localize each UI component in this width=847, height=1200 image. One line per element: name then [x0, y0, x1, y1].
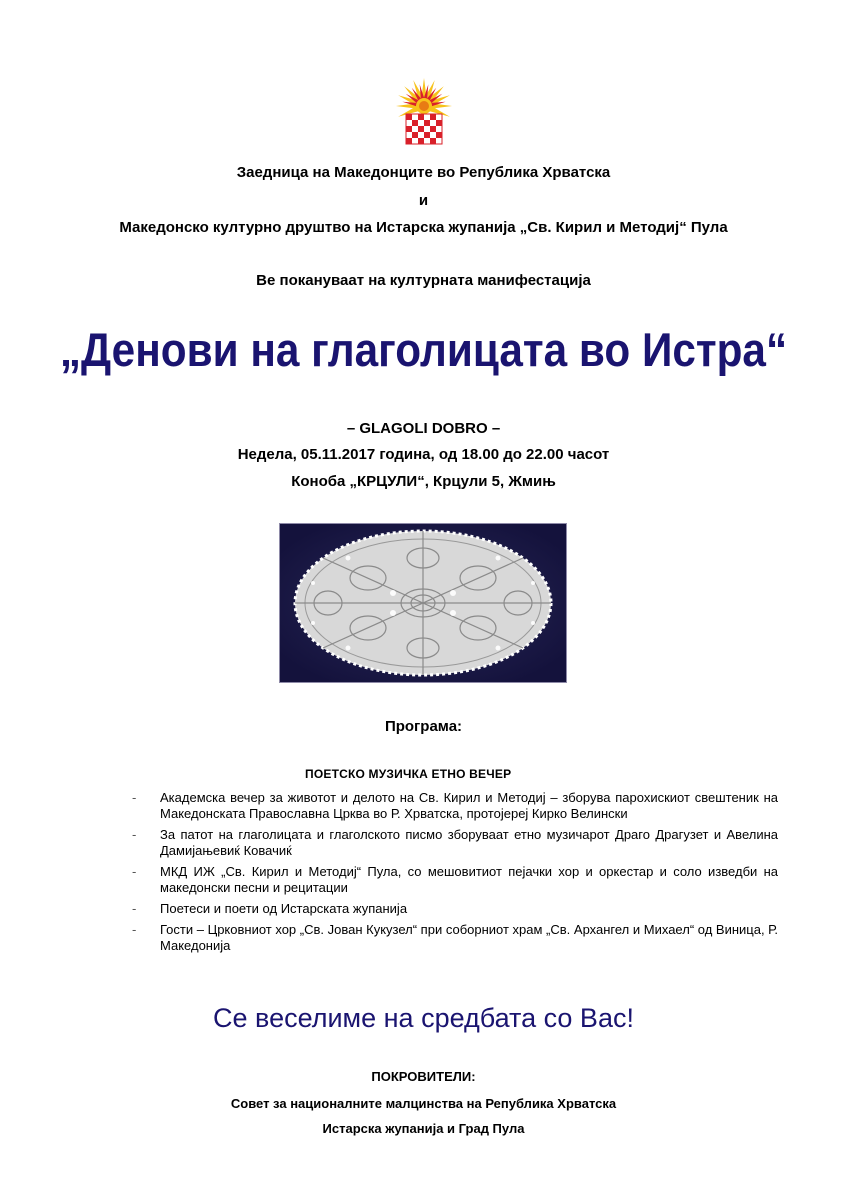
bullet: - [132, 901, 137, 916]
macedonian-croatian-emblem-icon [389, 76, 459, 146]
program-title: Програма: [384, 718, 463, 735]
invitation-text: Ве покануваат на културната манифестација [256, 272, 591, 289]
sponsor-line-1: Совет за националните малцинства на Република Хрватска [230, 1096, 617, 1111]
program-item-text: Гости – Црковниот хор „Св. Јован Кукузел“ при соборниот храм „Св. Архангел и Михаел“ од Виница, Р. Македонија [160, 922, 778, 953]
program-section-title: ПОЕТСКО МУЗИЧКА ЕТНО ВЕЧЕР [305, 767, 512, 781]
event-subtitle: – GLAGOLI DOBRO – [346, 420, 501, 437]
sponsors-title: ПОКРОВИТЕЛИ: [371, 1069, 476, 1084]
list-item [128, 901, 778, 917]
list-item [128, 922, 778, 954]
bullet: - [132, 827, 137, 842]
organization-2: Македонско културно друштво на Истарска жупанија „Св. Кирил и Методиј“ Пула [119, 219, 728, 236]
program-item-text: МКД ИЖ „Св. Кирил и Методиј“ Пула, со мешовитиот пејачки хор и оркестар и соло изведби на македонски песни и рецитации [160, 864, 778, 895]
bullet: - [132, 922, 137, 937]
program-list [128, 790, 778, 959]
program-item-text: Поетеси и поети од Истарската жупанија [160, 901, 408, 916]
list-item [128, 827, 778, 859]
list-item [128, 864, 778, 896]
sponsor-line-2: Истарска жупанија и Град Пула [322, 1121, 525, 1136]
program-item-text: Академска вечер за животот и делото на Св. Кирил и Методиј – зборува парохискиот свештеник на Македонската Православна Црква во Р. Хрватска, протојереј Кирко Велински [160, 790, 778, 821]
event-venue: Конобa „КРЦУЛИ“, Крцули 5, Жмињ [291, 473, 556, 490]
conjunction: и [418, 192, 429, 209]
event-datetime: Недела, 05.11.2017 година, од 18.00 до 22.00 часот [237, 446, 610, 463]
lace-doily-image [279, 523, 567, 683]
list-item [128, 790, 778, 822]
event-title: „Денови на глаголицата во Истра“ [59, 323, 788, 376]
organization-1: Заедница на Македонците во Република Хрватска [236, 164, 611, 181]
program-item-text: За патот на глаголицата и глаголското писмо зборуваат етно музичарот Драго Драгузет и Авелина Дамијањевиќ Ковачиќ [160, 827, 778, 858]
bullet: - [132, 790, 137, 805]
bullet: - [132, 864, 137, 879]
welcome-message: Се веселиме на средбата со Вас! [213, 1003, 634, 1033]
